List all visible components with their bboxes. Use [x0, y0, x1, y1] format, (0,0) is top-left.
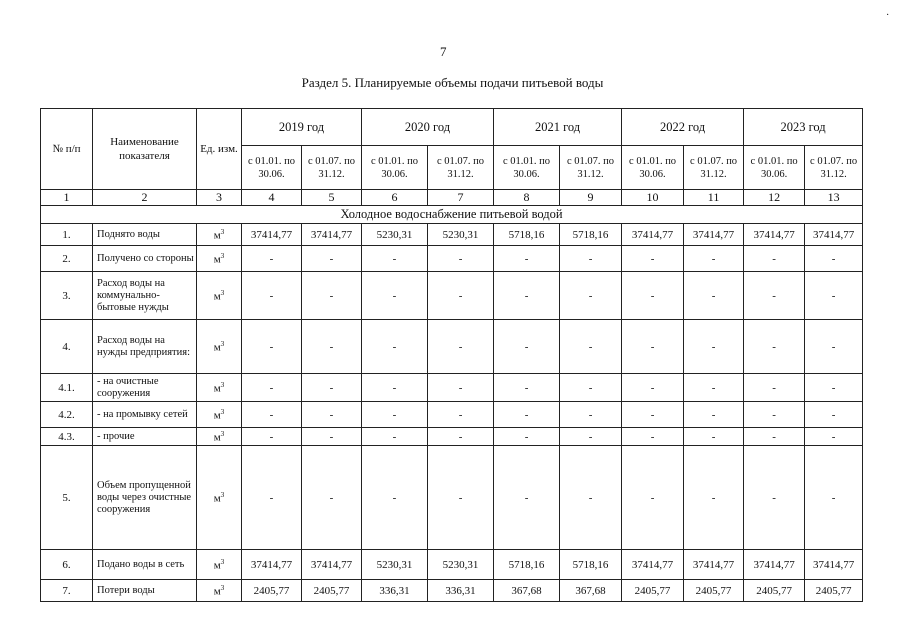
value-cell: -: [622, 320, 684, 374]
column-number: 6: [362, 190, 428, 206]
value-cell: -: [560, 446, 622, 550]
value-cell: -: [428, 320, 494, 374]
column-number: 10: [622, 190, 684, 206]
column-number: 5: [302, 190, 362, 206]
unit-base: м: [213, 229, 221, 242]
value-cell: -: [744, 428, 805, 446]
value-cell: -: [744, 272, 805, 320]
column-number: 13: [805, 190, 863, 206]
row-number: 3.: [41, 272, 93, 320]
header-period-2: с 01.07. по 31.12.: [302, 146, 362, 190]
column-number: 11: [684, 190, 744, 206]
row-name: Подано воды в сеть: [93, 550, 197, 580]
column-number: 7: [428, 190, 494, 206]
row-number: 5.: [41, 446, 93, 550]
unit-exponent: 3: [220, 490, 225, 499]
column-number: 2: [93, 190, 197, 206]
value-cell: -: [362, 402, 428, 428]
value-cell: -: [684, 402, 744, 428]
row-number: 1.: [41, 224, 93, 246]
row-name: Получено со стороны: [93, 246, 197, 272]
value-cell: 37414,77: [805, 224, 863, 246]
header-year: 2021 год: [494, 109, 622, 146]
value-cell: -: [744, 246, 805, 272]
page-number: 7: [440, 44, 447, 59]
value-cell: 37414,77: [744, 224, 805, 246]
row-name: Объем пропущенной воды через очистные сооружения: [93, 446, 197, 550]
value-cell: 2405,77: [622, 580, 684, 602]
column-number-row: [41, 190, 863, 206]
value-cell: 37414,77: [302, 224, 362, 246]
table-row: [41, 550, 863, 580]
value-cell: -: [744, 446, 805, 550]
unit-base: м: [213, 492, 221, 505]
value-cell: -: [805, 402, 863, 428]
value-cell: 37414,77: [622, 224, 684, 246]
row-name: Расход воды на нужды предприятия:: [93, 320, 197, 374]
value-cell: -: [560, 402, 622, 428]
value-cell: -: [560, 320, 622, 374]
value-cell: -: [428, 446, 494, 550]
header-year: 2023 год: [744, 109, 863, 146]
row-number: 4.2.: [41, 402, 93, 428]
value-cell: 336,31: [428, 580, 494, 602]
value-cell: 2405,77: [684, 580, 744, 602]
value-cell: -: [362, 320, 428, 374]
unit-base: м: [213, 382, 221, 395]
value-cell: -: [684, 246, 744, 272]
value-cell: -: [242, 320, 302, 374]
value-cell: -: [494, 246, 560, 272]
value-cell: -: [362, 272, 428, 320]
value-cell: 5718,16: [560, 224, 622, 246]
value-cell: -: [302, 320, 362, 374]
header-unit: Ед. изм.: [197, 109, 242, 190]
header-period-2: с 01.07. по 31.12.: [684, 146, 744, 190]
value-cell: -: [362, 446, 428, 550]
unit-exponent: 3: [220, 227, 225, 236]
value-cell: -: [805, 428, 863, 446]
row-number: 4.: [41, 320, 93, 374]
value-cell: 37414,77: [684, 550, 744, 580]
header-num: № п/п: [41, 109, 93, 190]
value-cell: 5718,16: [494, 224, 560, 246]
column-number: 3: [197, 190, 242, 206]
unit-exponent: 3: [220, 288, 225, 297]
value-cell: 37414,77: [242, 224, 302, 246]
value-cell: -: [428, 246, 494, 272]
value-cell: -: [622, 446, 684, 550]
value-cell: 37414,77: [805, 550, 863, 580]
unit-base: м: [213, 341, 221, 354]
group-row: [41, 206, 863, 224]
water-supply-table: [40, 108, 863, 602]
header-period-1: с 01.01. по 30.06.: [242, 146, 302, 190]
value-cell: -: [622, 402, 684, 428]
group-title: Холодное водоснабжение питьевой водой: [41, 206, 863, 224]
value-cell: 5230,31: [362, 550, 428, 580]
value-cell: -: [744, 320, 805, 374]
row-number: 4.3.: [41, 428, 93, 446]
value-cell: -: [560, 246, 622, 272]
value-cell: -: [494, 446, 560, 550]
table-row: [41, 272, 863, 320]
value-cell: -: [428, 428, 494, 446]
row-unit: [197, 446, 242, 550]
value-cell: -: [428, 374, 494, 402]
value-cell: 367,68: [494, 580, 560, 602]
value-cell: -: [684, 272, 744, 320]
value-cell: -: [622, 246, 684, 272]
column-number: 12: [744, 190, 805, 206]
value-cell: -: [302, 246, 362, 272]
row-name: - прочие: [93, 428, 197, 446]
table-row: [41, 580, 863, 602]
row-number: 7.: [41, 580, 93, 602]
value-cell: -: [302, 446, 362, 550]
row-unit: [197, 428, 242, 446]
unit-exponent: 3: [220, 557, 225, 566]
table-row: [41, 402, 863, 428]
unit-exponent: 3: [220, 251, 225, 260]
value-cell: 37414,77: [242, 550, 302, 580]
table-row: [41, 224, 863, 246]
value-cell: -: [428, 402, 494, 428]
row-number: 6.: [41, 550, 93, 580]
row-name: - на промывку сетей: [93, 402, 197, 428]
header-period-2: с 01.07. по 31.12.: [805, 146, 863, 190]
value-cell: -: [805, 320, 863, 374]
header-year: 2022 год: [622, 109, 744, 146]
value-cell: -: [622, 428, 684, 446]
value-cell: 5230,31: [362, 224, 428, 246]
unit-base: м: [213, 559, 221, 572]
column-number: 4: [242, 190, 302, 206]
unit-exponent: 3: [220, 339, 225, 348]
value-cell: 367,68: [560, 580, 622, 602]
value-cell: -: [560, 374, 622, 402]
value-cell: -: [494, 402, 560, 428]
value-cell: -: [242, 374, 302, 402]
unit-base: м: [213, 409, 221, 422]
row-unit: [197, 374, 242, 402]
value-cell: -: [684, 428, 744, 446]
table-row: [41, 246, 863, 272]
table-row: [41, 428, 863, 446]
column-number: 1: [41, 190, 93, 206]
value-cell: -: [242, 272, 302, 320]
value-cell: -: [302, 374, 362, 402]
header-year: 2019 год: [242, 109, 362, 146]
value-cell: -: [622, 374, 684, 402]
column-number: 8: [494, 190, 560, 206]
value-cell: 5230,31: [428, 224, 494, 246]
value-cell: -: [744, 374, 805, 402]
row-unit: [197, 320, 242, 374]
header-period-1: с 01.01. по 30.06.: [362, 146, 428, 190]
value-cell: -: [805, 446, 863, 550]
value-cell: -: [494, 374, 560, 402]
value-cell: 37414,77: [302, 550, 362, 580]
row-unit: [197, 580, 242, 602]
value-cell: 37414,77: [622, 550, 684, 580]
value-cell: -: [744, 402, 805, 428]
row-name: Потери воды: [93, 580, 197, 602]
unit-exponent: 3: [220, 583, 225, 592]
value-cell: -: [684, 374, 744, 402]
table-row: [41, 374, 863, 402]
row-number: 4.1.: [41, 374, 93, 402]
row-name: Поднято воды: [93, 224, 197, 246]
header-name: Наименование показателя: [93, 109, 197, 190]
value-cell: -: [684, 446, 744, 550]
header-period-2: с 01.07. по 31.12.: [560, 146, 622, 190]
header-period-2: с 01.07. по 31.12.: [428, 146, 494, 190]
row-unit: [197, 246, 242, 272]
value-cell: -: [560, 428, 622, 446]
value-cell: -: [362, 374, 428, 402]
row-unit: [197, 224, 242, 246]
value-cell: 5718,16: [560, 550, 622, 580]
table-row: [41, 320, 863, 374]
value-cell: -: [494, 320, 560, 374]
value-cell: -: [494, 428, 560, 446]
value-cell: 2405,77: [242, 580, 302, 602]
corner-mark: ·: [886, 10, 890, 21]
unit-base: м: [213, 585, 221, 598]
value-cell: 336,31: [362, 580, 428, 602]
value-cell: -: [622, 272, 684, 320]
value-cell: 2405,77: [744, 580, 805, 602]
value-cell: -: [242, 446, 302, 550]
value-cell: -: [242, 246, 302, 272]
value-cell: -: [805, 272, 863, 320]
value-cell: 5718,16: [494, 550, 560, 580]
value-cell: -: [494, 272, 560, 320]
value-cell: 37414,77: [744, 550, 805, 580]
value-cell: -: [684, 320, 744, 374]
unit-base: м: [213, 253, 221, 266]
unit-base: м: [213, 290, 221, 303]
unit-base: м: [213, 431, 221, 444]
header-period-1: с 01.01. по 30.06.: [494, 146, 560, 190]
value-cell: 37414,77: [684, 224, 744, 246]
header-year: 2020 год: [362, 109, 494, 146]
value-cell: -: [560, 272, 622, 320]
row-name: - на очистные сооружения: [93, 374, 197, 402]
value-cell: -: [362, 428, 428, 446]
header-period-1: с 01.01. по 30.06.: [622, 146, 684, 190]
value-cell: -: [805, 246, 863, 272]
value-cell: -: [302, 272, 362, 320]
value-cell: -: [302, 428, 362, 446]
unit-exponent: 3: [220, 429, 225, 438]
value-cell: -: [302, 402, 362, 428]
row-unit: [197, 402, 242, 428]
table-row: [41, 446, 863, 550]
value-cell: -: [242, 428, 302, 446]
row-number: 2.: [41, 246, 93, 272]
value-cell: 5230,31: [428, 550, 494, 580]
header-period-1: с 01.01. по 30.06.: [744, 146, 805, 190]
row-name: Расход воды на коммунально-бытовые нужды: [93, 272, 197, 320]
section-title: Раздел 5. Планируемые объемы подачи питьевой воды: [301, 75, 604, 90]
value-cell: -: [242, 402, 302, 428]
column-number: 9: [560, 190, 622, 206]
value-cell: -: [805, 374, 863, 402]
value-cell: -: [362, 246, 428, 272]
value-cell: -: [428, 272, 494, 320]
unit-exponent: 3: [220, 407, 225, 416]
value-cell: 2405,77: [805, 580, 863, 602]
unit-exponent: 3: [220, 380, 225, 389]
value-cell: 2405,77: [302, 580, 362, 602]
row-unit: [197, 550, 242, 580]
row-unit: [197, 272, 242, 320]
